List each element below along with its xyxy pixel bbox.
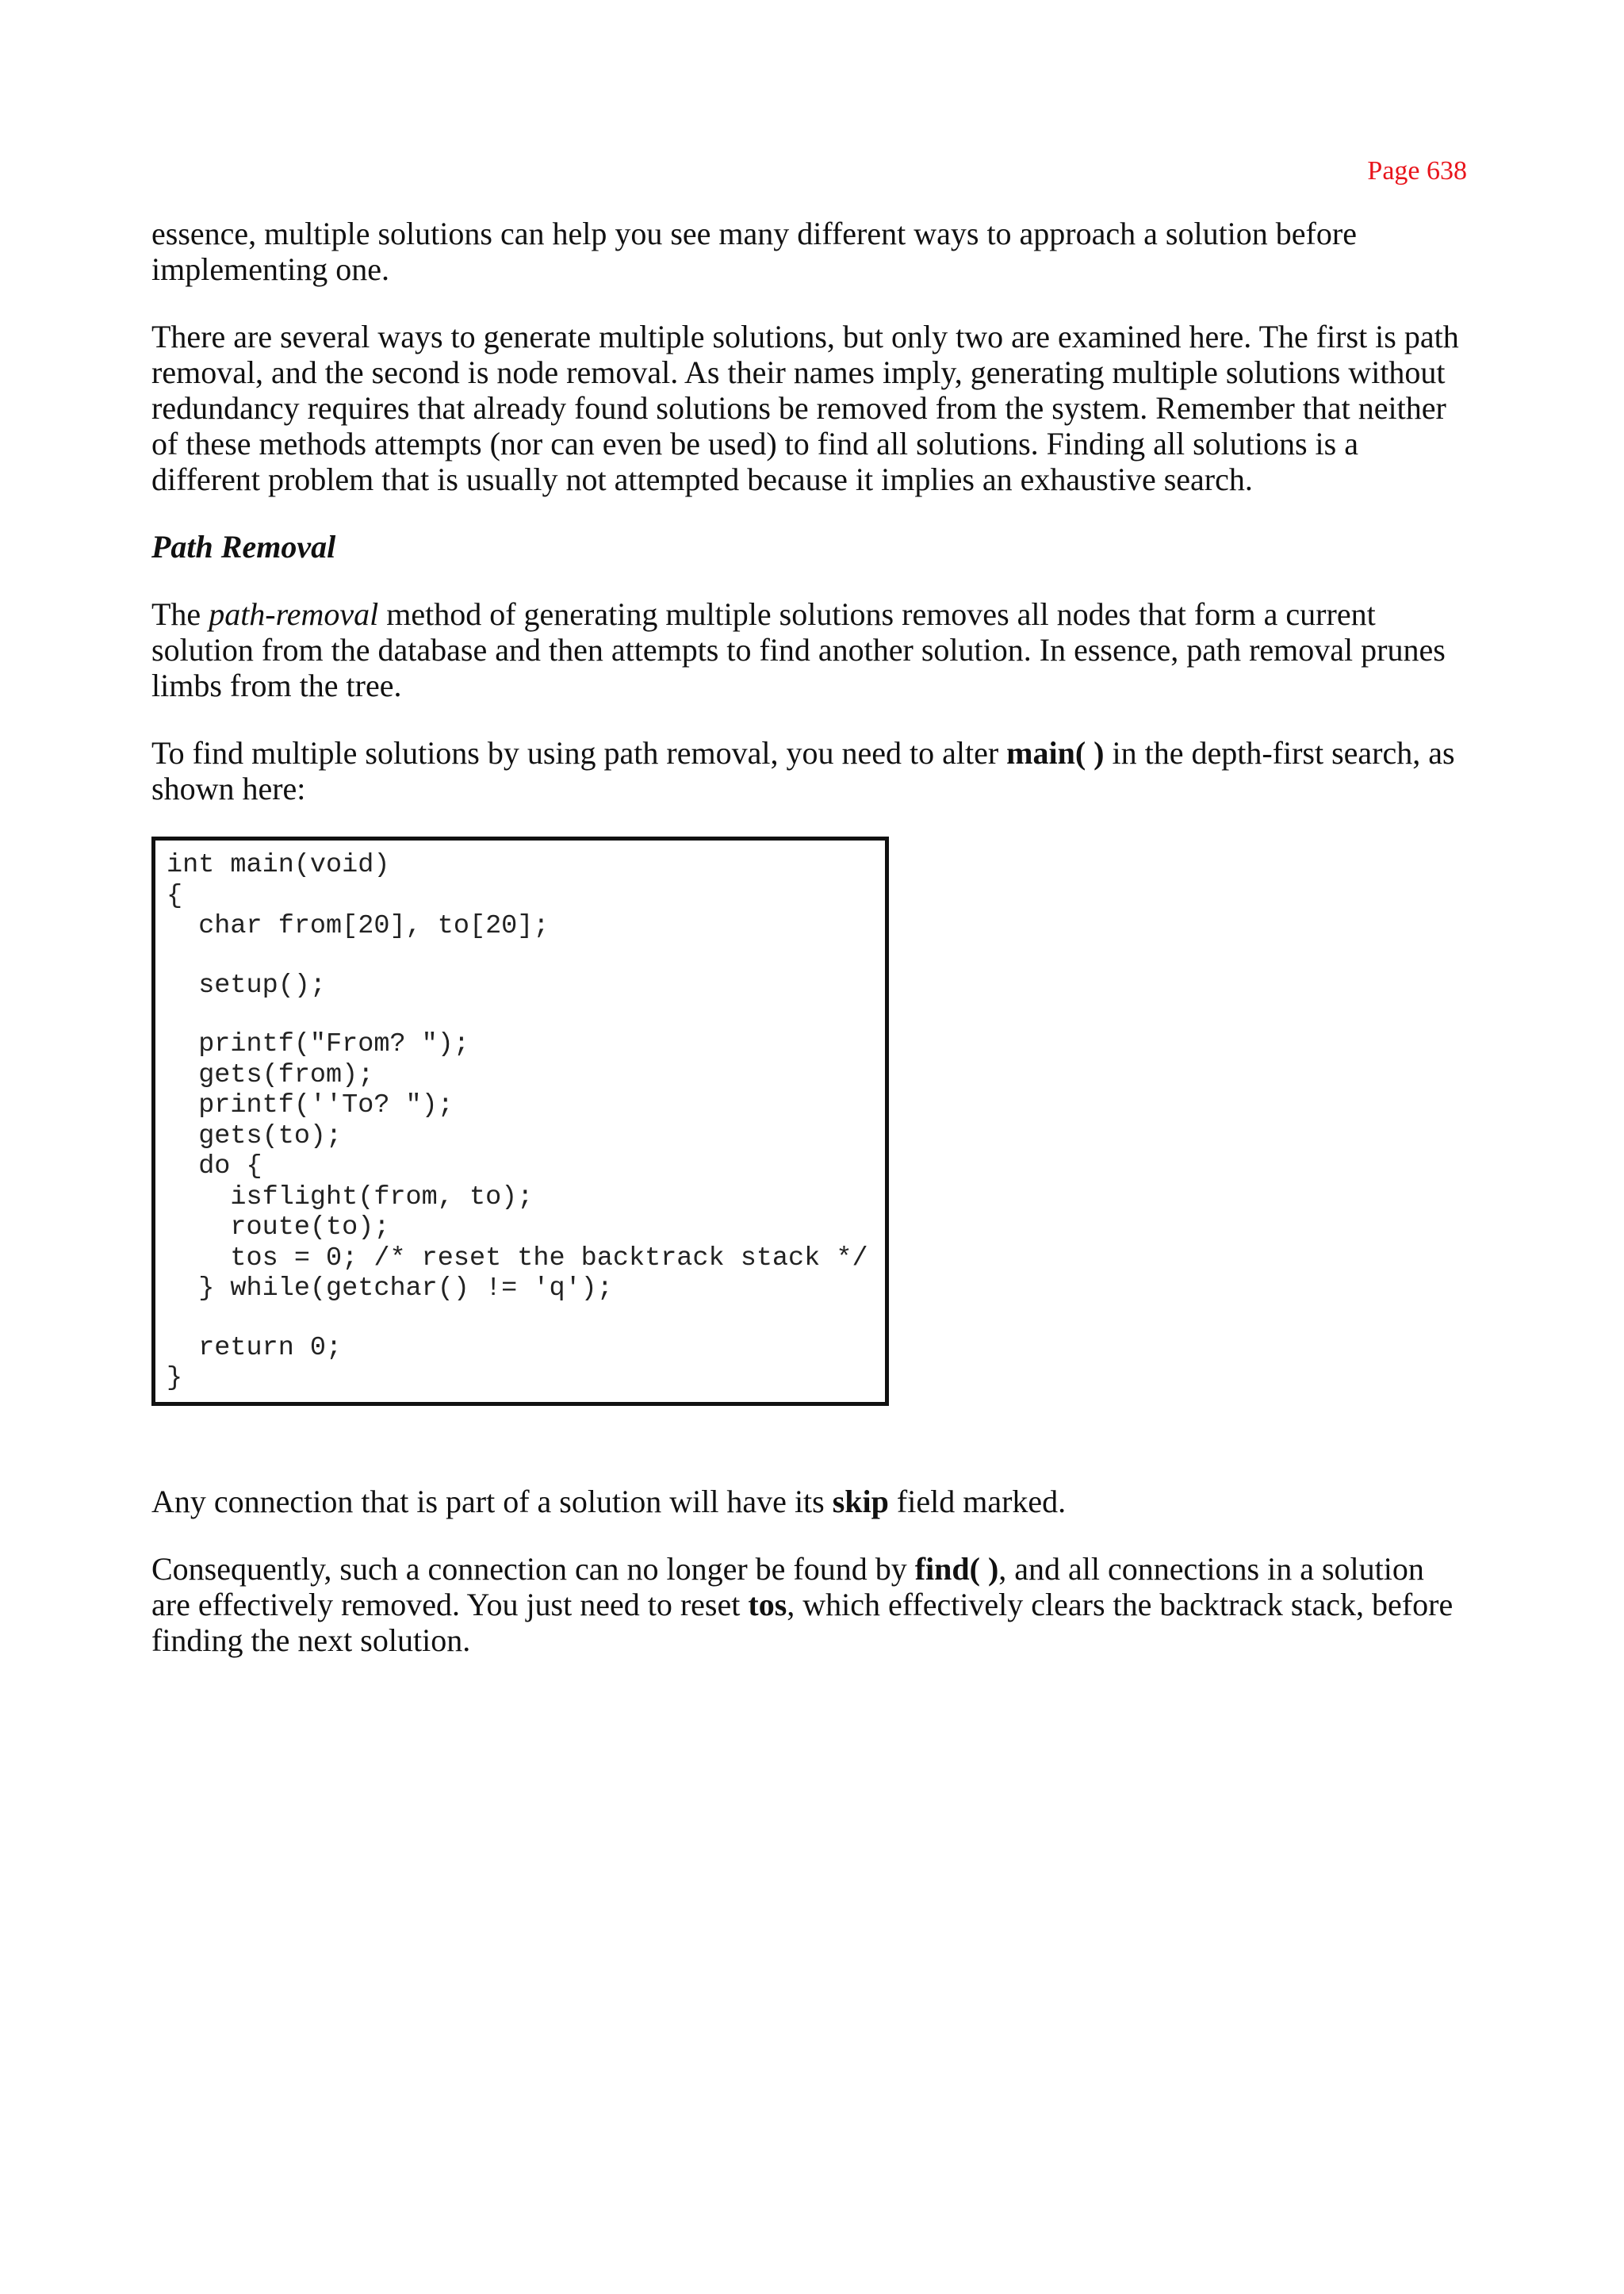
code-line: gets(to);	[167, 1120, 343, 1151]
section-heading: Path Removal	[151, 529, 336, 565]
code-line: do {	[167, 1151, 262, 1181]
text-run: , which effectively clears the backtrack stack, before finding the next solution.	[151, 1586, 1454, 1658]
text-run: field marked.	[888, 1483, 1067, 1519]
code-line: tos = 0; /* reset the backtrack stack */	[167, 1243, 868, 1273]
text-run: To find multiple solutions by using path removal, you need to alter	[151, 735, 1007, 771]
code-line: }	[167, 1363, 183, 1393]
code-line: isflight(from, to);	[167, 1181, 534, 1212]
code-line: char from[20], to[20];	[167, 911, 550, 941]
code-line: gets(from);	[167, 1059, 374, 1090]
code-line: printf(''To? ");	[167, 1090, 454, 1120]
paragraph-alter-main	[151, 735, 1468, 806]
code-term: tos	[748, 1586, 787, 1622]
text-run: , and all connections in a solution are effectively removed. You just need to reset	[151, 1550, 1424, 1622]
term-emphasis: path-removal	[209, 596, 379, 632]
code-listing	[151, 837, 889, 1406]
code-line: route(to);	[167, 1212, 390, 1243]
paragraph-skip-field	[151, 1484, 1468, 1519]
code-term: skip	[832, 1483, 889, 1519]
text-run: The	[151, 596, 209, 632]
page-number: Page 638	[1367, 156, 1467, 186]
page-body	[151, 216, 1468, 1690]
code-term: main( )	[1006, 735, 1105, 771]
text-run: method of generating multiple solutions removes all nodes that form a current solution from the database and then attempts to find another solution. In essence, path removal prunes limbs from the tree.	[151, 596, 1446, 703]
paragraph-intro: essence, multiple solutions can help you see many different ways to approach a solution before implementing one.	[151, 216, 1357, 287]
paragraph-methods: There are several ways to generate multiple solutions, but only two are examined here. The first is path removal, and the second is node removal. As their names imply, generating multiple solutions without redundancy requires that already found solutions be removed from the system. Remember that neither of these methods attempts (nor can even be used) to find all solutions. Finding all solutions is a different problem that is usually not attempted because it implies an exhaustive search.	[151, 319, 1459, 497]
code-line: {	[167, 880, 183, 911]
text-run: in the depth-first search, as shown here:	[151, 735, 1455, 806]
text-run: Consequently, such a connection can no longer be found by	[151, 1550, 915, 1587]
code-line: int main(void)	[167, 850, 390, 880]
paragraph-path-removal	[151, 596, 1468, 703]
code-line: printf("From? ");	[167, 1029, 469, 1059]
code-term: find( )	[914, 1550, 999, 1587]
paragraph-consequently	[151, 1551, 1468, 1658]
code-line: } while(getchar() != 'q');	[167, 1273, 613, 1304]
code-line: return 0;	[167, 1332, 343, 1363]
text-run: Any connection that is part of a solution will have its	[151, 1483, 833, 1519]
code-line: setup();	[167, 970, 327, 1001]
